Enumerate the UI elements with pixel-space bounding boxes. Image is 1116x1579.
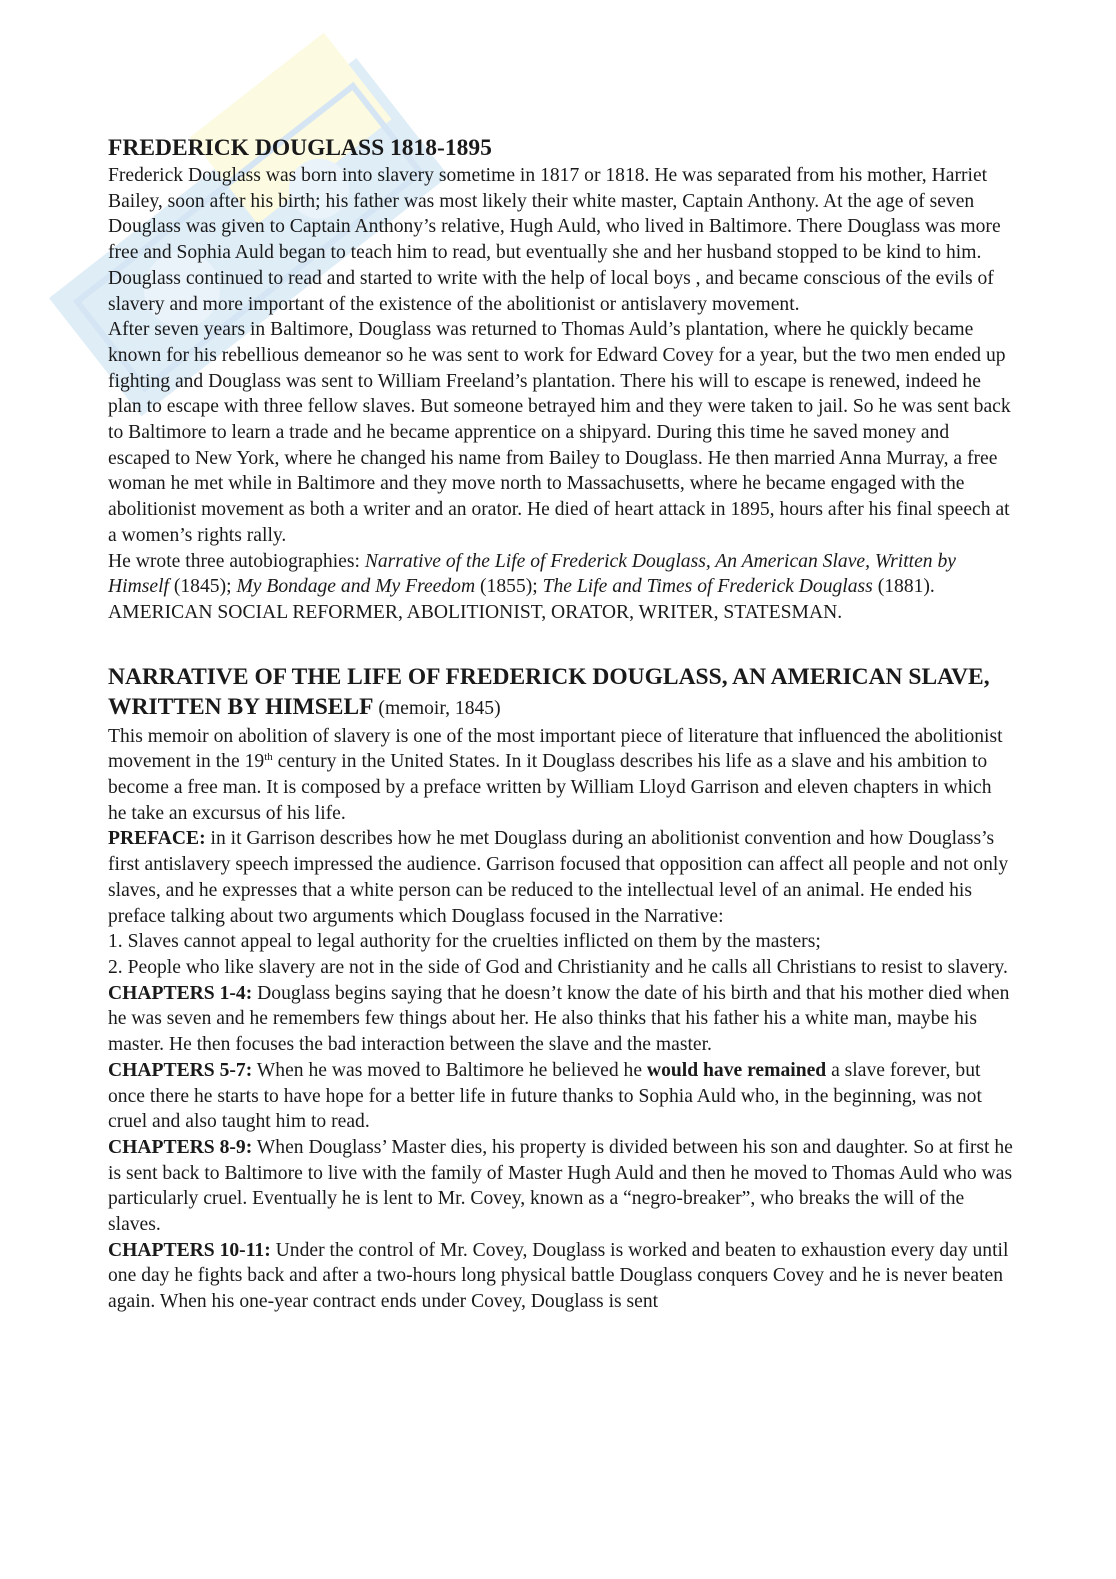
chapters-10-11-paragraph — [108, 1238, 1013, 1315]
intro-text-a: This memoir on abolition of slavery is one of the most important piece of literature that influenced the abolitionist movement in the 19 — [108, 725, 1003, 773]
preface-label: PREFACE: — [108, 828, 206, 850]
autobiographies-paragraph — [108, 549, 1013, 600]
preface-text: in it Garrison describes how he met Douglass during an abolitionist convention and how Douglass’s first antislavery speech impressed the audience. Garrison focused that opposition can affect all people and not only slaves, and he expresses that a white person can be reduced to the intellectual level of an animal. He ended his preface talking about two arguments which Douglass focused in the Narrative: — [108, 828, 1009, 927]
section-title-biography: FREDERICK DOUGLASS 1818-1895 — [108, 135, 492, 161]
biography-paragraph-1: Frederick Douglass was born into slavery sometime in 1817 or 1818. He was separated from his mother, Harriet Bailey, soon after his birth; his father was most likely their white master, Captain Anthony. At the age of seven Douglass was given to Captain Anthony’s relative, Hugh Auld, who lived in Baltimore. There Douglass was more free and Sophia Auld began to teach him to read, but eventually she and her husband stopped to be kind to him. Douglass continued to read and started to write with the help of local boys , and became conscious of the evils of slavery and more important of the existence of the abolitionist or antislavery movement. — [108, 165, 1001, 315]
work-title-bondage: My Bondage and My Freedom — [236, 576, 476, 598]
roles-line: AMERICAN SOCIAL REFORMER, ABOLITIONIST, ORATOR, WRITER, STATESMAN. — [108, 601, 843, 623]
narrative-title-text: NARRATIVE OF THE LIFE OF FREDERICK DOUGLASS, AN AMERICAN SLAVE, WRITTEN BY HIMSELF — [108, 663, 990, 720]
chapters-10-11-text: Under the control of Mr. Covey, Douglass is worked and beaten to exhaustion every day until one day he fights back and after a two-hours long physical battle Douglass conquers Covey and he is never beaten again. When his one-year contract ends under Covey, Douglass is sent — [108, 1239, 1009, 1313]
ordinal-superscript: th — [264, 751, 273, 764]
biography-paragraph-2: After seven years in Baltimore, Douglass was returned to Thomas Auld’s plantation, where he quickly became known for his rebellious demeanor so he was sent to work for Edward Covey for a year, but the two men ended up fighting and Douglass was sent to William Freeland’s plantation. There his will to escape is renewed, indeed he plan to escape with three fellow slaves. But someone betrayed him and they were taken to jail. So he was sent back to Baltimore to learn a trade and he became apprentice on a shipyard. During this time he saved money and escaped to New York, where he changed his name from Bailey to Douglass. He then married Anna Murray, a free woman he met while in Baltimore and they move north to Massachusetts, where he became engaged with the abolitionist movement as both a writer and an orator. He died of heart attack in 1895, hours after his final speech at a women’s rights rally. — [108, 319, 1011, 546]
chapters-5-7-text-a: When he was moved to Baltimore he believed he — [252, 1059, 647, 1081]
chapters-1-4-label: CHAPTERS 1-4: — [108, 982, 253, 1004]
chapters-10-11-label: CHAPTERS 10-11: — [108, 1239, 271, 1261]
work-title-life-and-times: The Life and Times of Frederick Douglass — [542, 576, 873, 598]
preface-paragraph — [108, 826, 1013, 929]
work-title-narrative: Narrative of the Life of Frederick Douglass, An American Slave, Written by Himself — [108, 550, 956, 598]
autobiographies-intro: He wrote three autobiographies: — [108, 550, 365, 572]
document-body — [108, 133, 1013, 1315]
narrative-subtitle: (memoir, 1845) — [373, 697, 501, 719]
work-year-bondage: (1855); — [475, 576, 543, 598]
work-year-narrative: (1845); — [168, 576, 237, 598]
chapters-8-9-paragraph — [108, 1135, 1013, 1238]
chapters-1-4-text: Douglass begins saying that he doesn’t know the date of his birth and that his mother died when he was seven and he remembers few things about her. He also thinks that his father his a white man, maybe his master. He then focuses the bad interaction between the slave and the master. — [108, 982, 1010, 1056]
argument-point-2: 2. People who like slavery are not in the side of God and Christianity and he calls all Christians to resist to slavery. — [108, 956, 1008, 978]
chapters-1-4-paragraph — [108, 981, 1013, 1058]
work-year-life-and-times: (1881). — [872, 576, 935, 598]
chapters-5-7-label: CHAPTERS 5-7: — [108, 1059, 253, 1081]
chapters-8-9-label: CHAPTERS 8-9: — [108, 1136, 253, 1158]
intro-text-b: century in the United States. In it Douglass describes his life as a slave and his ambition to become a free man. It is composed by a preface written by William Lloyd Garrison and eleven chapters in which he take an excursus of his life. — [108, 751, 992, 824]
narrative-intro-paragraph — [108, 724, 1013, 827]
chapters-5-7-text-b: a slave forever, but once there he starts to have hope for a better life in future thanks to Sophia Auld who, in the beginning, was not cruel and also taught him to read. — [108, 1059, 982, 1133]
argument-point-1: 1. Slaves cannot appeal to legal authority for the cruelties inflicted on them by the masters; — [108, 931, 821, 953]
chapters-8-9-text: When Douglass’ Master dies, his property is divided between his son and daughter. So at first he is sent back to Baltimore to live with the family of Master Hugh Auld and then he moved to Thomas Auld who was particularly cruel. Eventually he is lent to Mr. Covey, known as a “negro-breaker”, who breaks the will of the slaves. — [108, 1136, 1013, 1236]
chapters-5-7-emphasis: would have remained — [646, 1059, 827, 1081]
chapters-5-7-paragraph — [108, 1058, 1013, 1135]
section-title-narrative — [108, 662, 1013, 724]
